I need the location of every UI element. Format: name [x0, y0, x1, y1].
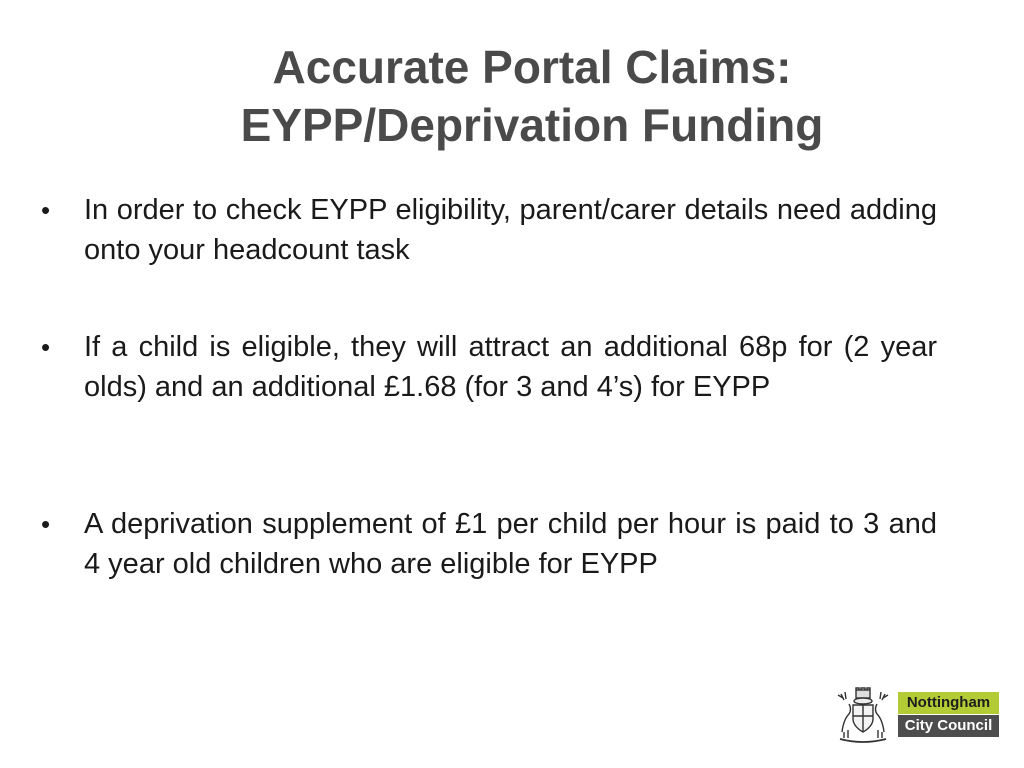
crest-icon [834, 686, 892, 744]
logo-text-city-council: City Council [898, 715, 999, 737]
nottingham-city-council-logo [834, 686, 1000, 744]
bullet-text: A deprivation supplement of £1 per child per hour is paid to 3 and 4 year old children who are eligible for EYPP [84, 508, 937, 580]
slide-title [130, 38, 934, 154]
bullet-marker: • [41, 332, 51, 362]
title-line-1: Accurate Portal Claims: [272, 41, 792, 93]
bullet-text: In order to check EYPP eligibility, parent/carer details need adding onto your headcount task [84, 194, 937, 266]
bullet-marker: • [41, 509, 51, 539]
title-line-2: EYPP/Deprivation Funding [240, 99, 824, 151]
bullet-marker: • [41, 195, 51, 225]
logo-text-nottingham: Nottingham [898, 692, 999, 714]
bullet-text: If a child is eligible, they will attract an additional 68p for (2 year olds) and an additional £1.68 (for 3 and 4’s) for EYPP [84, 331, 937, 403]
